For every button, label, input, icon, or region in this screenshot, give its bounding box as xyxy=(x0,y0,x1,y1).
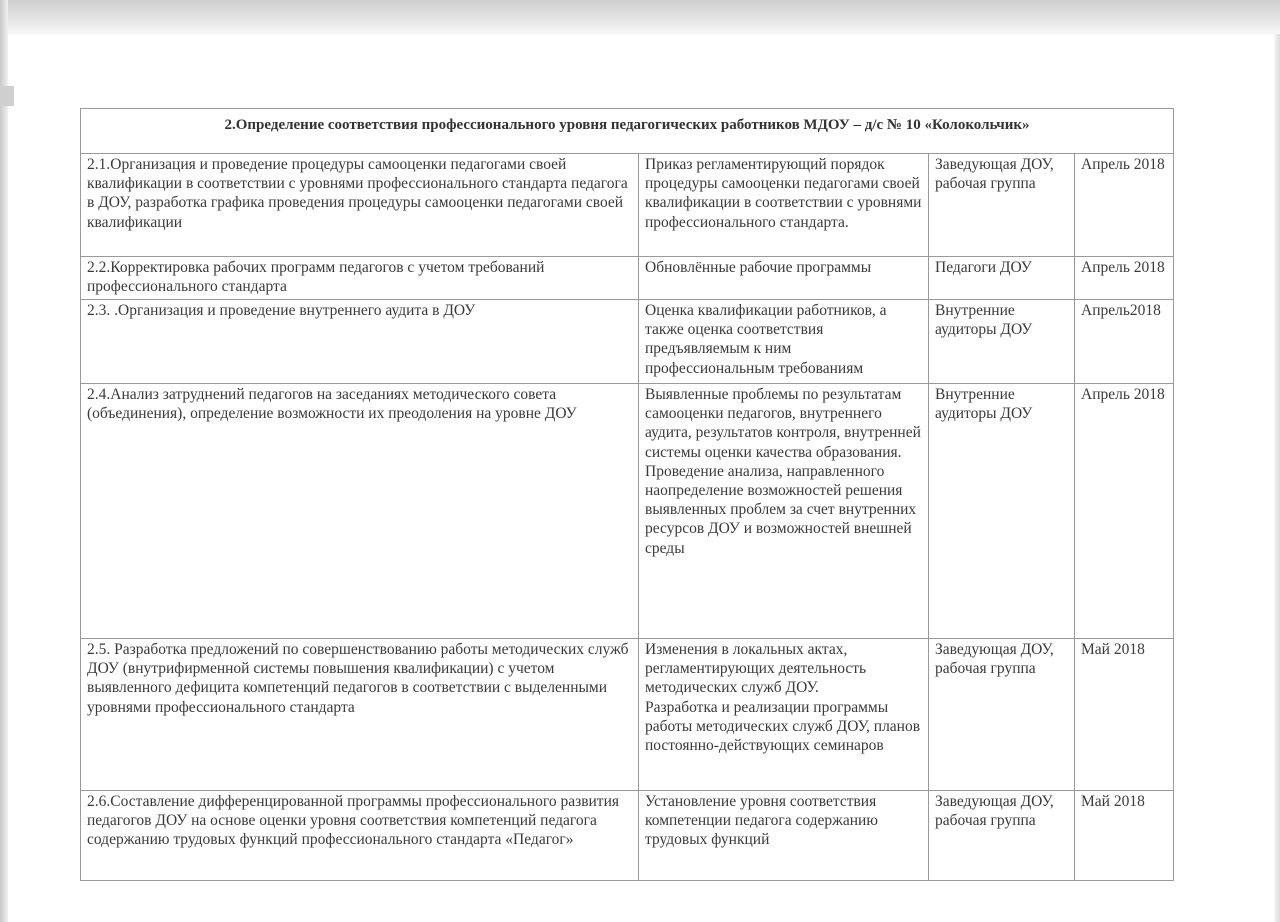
responsible-cell: Внутренние аудиторы ДОУ xyxy=(929,384,1075,639)
deadline-cell: Апрель 2018 xyxy=(1075,257,1174,300)
deadline-cell: Апрель2018 xyxy=(1075,300,1174,384)
activity-cell: 2.6.Составление дифференцированной программы профессионального развития педагогов ДОУ на основе оценки уровня соответствия компетенций педагога содержанию трудовых функций профессионального стандарта «Педагог» xyxy=(81,791,639,881)
deadline-cell: Апрель 2018 xyxy=(1075,384,1174,639)
result-cell: Изменения в локальных актах, регламентирующих деятельность методических служб ДОУ. Разработка и реализации программы работы методических служб ДОУ, планов постоянно-действующих семинаров xyxy=(639,639,929,791)
activity-cell: 2.4.Анализ затруднений педагогов на заседаниях методического совета (объединения), определение возможности их преодоления на уровне ДОУ xyxy=(81,384,639,639)
table-row xyxy=(81,154,1174,257)
result-cell: Обновлённые рабочие программы xyxy=(639,257,929,300)
section-title: 2.Определение соответствия профессионального уровня педагогических работников МДОУ – д/с № 10 «Колокольчик» xyxy=(81,109,1174,154)
section-header-row xyxy=(81,109,1174,154)
table-row xyxy=(81,300,1174,384)
activity-cell: 2.1.Организация и проведение процедуры самооценки педагогами своей квалификации в соответствии с уровнями профессионального стандарта педагога в ДОУ, разработка графика проведения процедуры самооценки педагогами своей квалификации xyxy=(81,154,639,257)
deadline-cell: Май 2018 xyxy=(1075,639,1174,791)
responsible-cell: Педагоги ДОУ xyxy=(929,257,1075,300)
table-row xyxy=(81,257,1174,300)
scan-top-shadow xyxy=(0,0,1280,34)
result-cell: Установление уровня соответствия компетенции педагога содержанию трудовых функций xyxy=(639,791,929,881)
result-cell: Выявленные проблемы по результатам самооценки педагогов, внутреннего аудита, результатов контроля, внутренней системы оценки качества образования. Проведение анализа, направленного наопределение возможностей решения выявленных проблем за счет внутренних ресурсов ДОУ и возможностей внешней среды xyxy=(639,384,929,639)
table-row xyxy=(81,791,1174,881)
responsible-cell: Внутренние аудиторы ДОУ xyxy=(929,300,1075,384)
result-cell: Оценка квалификации работников, а также оценка соответствия предъявляемым к ним профессиональным требованиям xyxy=(639,300,929,384)
activity-cell: 2.3. .Организация и проведение внутреннего аудита в ДОУ xyxy=(81,300,639,384)
deadline-cell: Апрель 2018 xyxy=(1075,154,1174,257)
activity-cell: 2.2.Корректировка рабочих программ педагогов с учетом требований профессионального стандарта xyxy=(81,257,639,300)
deadline-cell: Май 2018 xyxy=(1075,791,1174,881)
responsible-cell: Заведующая ДОУ, рабочая группа xyxy=(929,639,1075,791)
responsible-cell: Заведующая ДОУ, рабочая группа xyxy=(929,154,1075,257)
activity-cell: 2.5. Разработка предложений по совершенствованию работы методических служб ДОУ (внутрифирменной системы повышения квалификации) с учетом выявленного дефицита компетенций педагогов в соответствии с выделенными уровнями профессионального стандарта xyxy=(81,639,639,791)
responsible-cell: Заведующая ДОУ, рабочая группа xyxy=(929,791,1075,881)
scan-left-notch xyxy=(0,86,14,106)
scan-right-shadow xyxy=(1274,34,1280,922)
table-row xyxy=(81,384,1174,639)
scan-left-shadow xyxy=(0,0,8,922)
result-cell: Приказ регламентирующий порядок процедуры самооценки педагогами своей квалификации в соответствии с уровнями профессионального стандарта. xyxy=(639,154,929,257)
plan-table xyxy=(80,108,1174,881)
table-row xyxy=(81,639,1174,791)
